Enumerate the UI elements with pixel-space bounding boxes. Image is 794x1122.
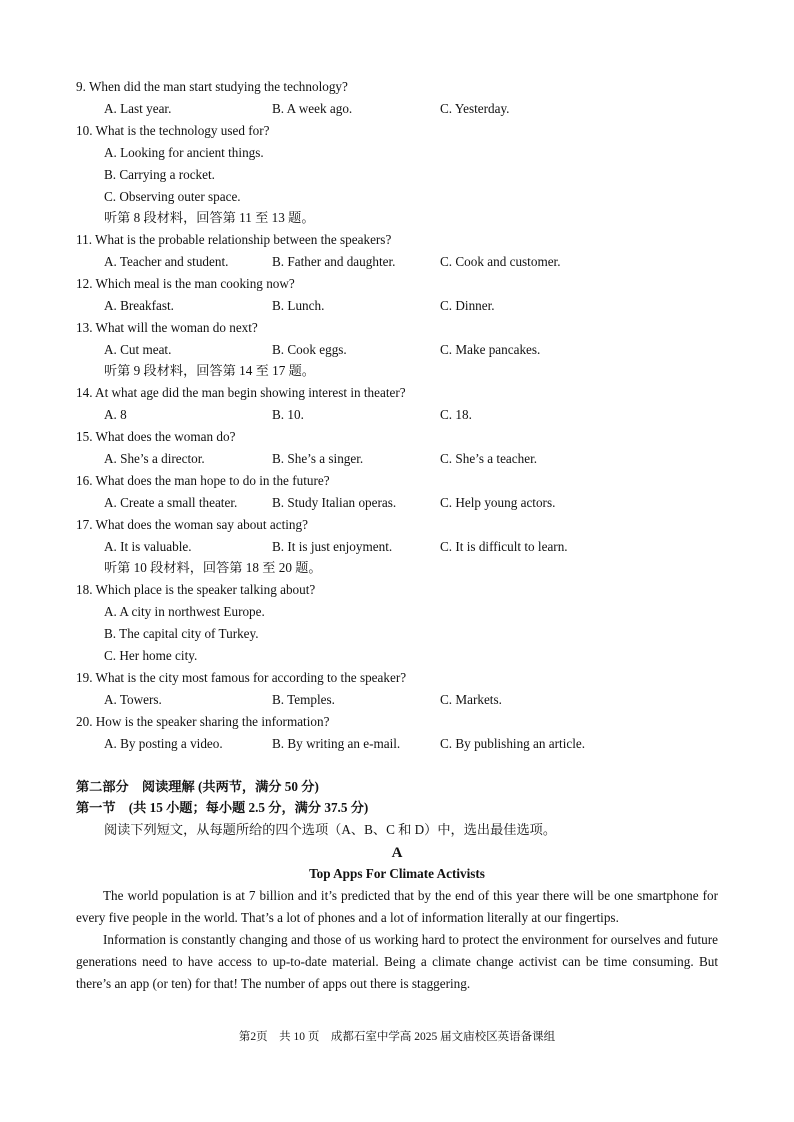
page-footer: 第2页 共 10 页 成都石室中学高 2025 届文庙校区英语备课组 — [238, 1031, 556, 1043]
option-b: B. By writing an e-mail. — [272, 736, 401, 751]
option-a: A. It is valuable. — [104, 539, 192, 554]
question-15-stem: 15. What does the woman do? — [76, 429, 236, 444]
option-c: C. Help young actors. — [440, 495, 556, 510]
option-b: B. Lunch. — [272, 298, 325, 313]
question-11-stem: 11. What is the probable relationship between the speakers? — [76, 232, 392, 247]
question-14-options — [0, 404, 794, 426]
question-18-stem: 18. Which place is the speaker talking about? — [76, 582, 316, 597]
option-a: A. Looking for ancient things. — [104, 145, 264, 160]
option-a: A. She’s a director. — [104, 451, 205, 466]
listening-instruction: 听第 9 段材料，回答第 14 至 17 题。 — [104, 363, 315, 378]
option-c: C. 18. — [440, 407, 472, 422]
option-b: B. A week ago. — [272, 101, 353, 116]
option-c: C. Cook and customer. — [440, 254, 561, 269]
paragraph: Information is constantly changing and those of us working hard to protect the environment for ourselves and future generations need to have access to up-to-date material. Being a climate change activist can be time consuming. But there’s an app (or ten) for that! The number of apps out there is staggering. — [76, 932, 718, 991]
question-16-options — [0, 492, 794, 514]
option-a: A. Breakfast. — [104, 298, 174, 313]
option-b: B. The capital city of Turkey. — [104, 626, 259, 641]
option-a: A. 8 — [104, 407, 127, 422]
option-b: B. She’s a singer. — [272, 451, 364, 466]
question-19-stem: 19. What is the city most famous for according to the speaker? — [76, 670, 407, 685]
option-c: C. Observing outer space. — [104, 189, 241, 204]
option-b: B. Temples. — [272, 692, 335, 707]
question-17-options — [0, 536, 794, 558]
option-b: B. Carrying a rocket. — [104, 167, 215, 182]
passage-letter: A — [391, 845, 403, 861]
question-20-options — [0, 733, 794, 755]
question-9-options — [0, 98, 794, 120]
question-12-stem: 12. Which meal is the man cooking now? — [76, 276, 295, 291]
question-13-options — [0, 339, 794, 361]
option-a: A. Last year. — [104, 101, 172, 116]
option-c: C. Markets. — [440, 692, 502, 707]
question-20-stem: 20. How is the speaker sharing the information? — [76, 714, 330, 729]
reading-direction: 阅读下列短文，从每题所给的四个选项（A、B、C 和 D）中，选出最佳选项。 — [104, 822, 557, 837]
option-c: C. Her home city. — [104, 648, 198, 663]
listening-instruction: 听第 10 段材料，回答第 18 至 20 题。 — [104, 560, 322, 575]
option-b: B. It is just enjoyment. — [272, 539, 393, 554]
question-13-stem: 13. What will the woman do next? — [76, 320, 258, 335]
option-a: A. By posting a video. — [104, 736, 223, 751]
option-c: C. Make pancakes. — [440, 342, 541, 357]
question-19-options — [0, 689, 794, 711]
option-a: A. A city in northwest Europe. — [104, 604, 265, 619]
option-b: B. 10. — [272, 407, 304, 422]
question-12-options — [0, 295, 794, 317]
paragraph: The world population is at 7 billion and it’s predicted that by the end of this year there will be one smartphone for every five people in the world. That’s a lot of phones and a lot of information literally at our fingertips. — [76, 888, 718, 925]
question-15-options — [0, 448, 794, 470]
question-16-stem: 16. What does the man hope to do in the future? — [76, 473, 330, 488]
question-10-stem: 10. What is the technology used for? — [76, 123, 270, 138]
option-a: A. Teacher and student. — [104, 254, 229, 269]
option-a: A. Cut meat. — [104, 342, 172, 357]
listening-instruction: 听第 8 段材料，回答第 11 至 13 题。 — [104, 210, 315, 225]
passage-title: Top Apps For Climate Activists — [309, 866, 485, 881]
option-b: B. Cook eggs. — [272, 342, 347, 357]
part-heading: 第二部分 阅读理解 (共两节，满分 50 分) — [76, 779, 319, 794]
option-c: C. It is difficult to learn. — [440, 539, 568, 554]
question-11-options — [0, 251, 794, 273]
question-17-stem: 17. What does the woman say about acting? — [76, 517, 308, 532]
option-c: C. She’s a teacher. — [440, 451, 538, 466]
option-b: B. Study Italian operas. — [272, 495, 397, 510]
question-14-stem: 14. At what age did the man begin showing interest in theater? — [76, 385, 406, 400]
option-b: B. Father and daughter. — [272, 254, 396, 269]
section-heading: 第一节 (共 15 小题；每小题 2.5 分，满分 37.5 分) — [76, 800, 369, 815]
option-a: A. Create a small theater. — [104, 495, 238, 510]
question-9-stem: 9. When did the man start studying the technology? — [76, 79, 348, 94]
option-c: C. Dinner. — [440, 298, 495, 313]
option-a: A. Towers. — [104, 692, 162, 707]
option-c: C. By publishing an article. — [440, 736, 586, 751]
option-c: C. Yesterday. — [440, 101, 510, 116]
passage-body — [76, 885, 718, 995]
